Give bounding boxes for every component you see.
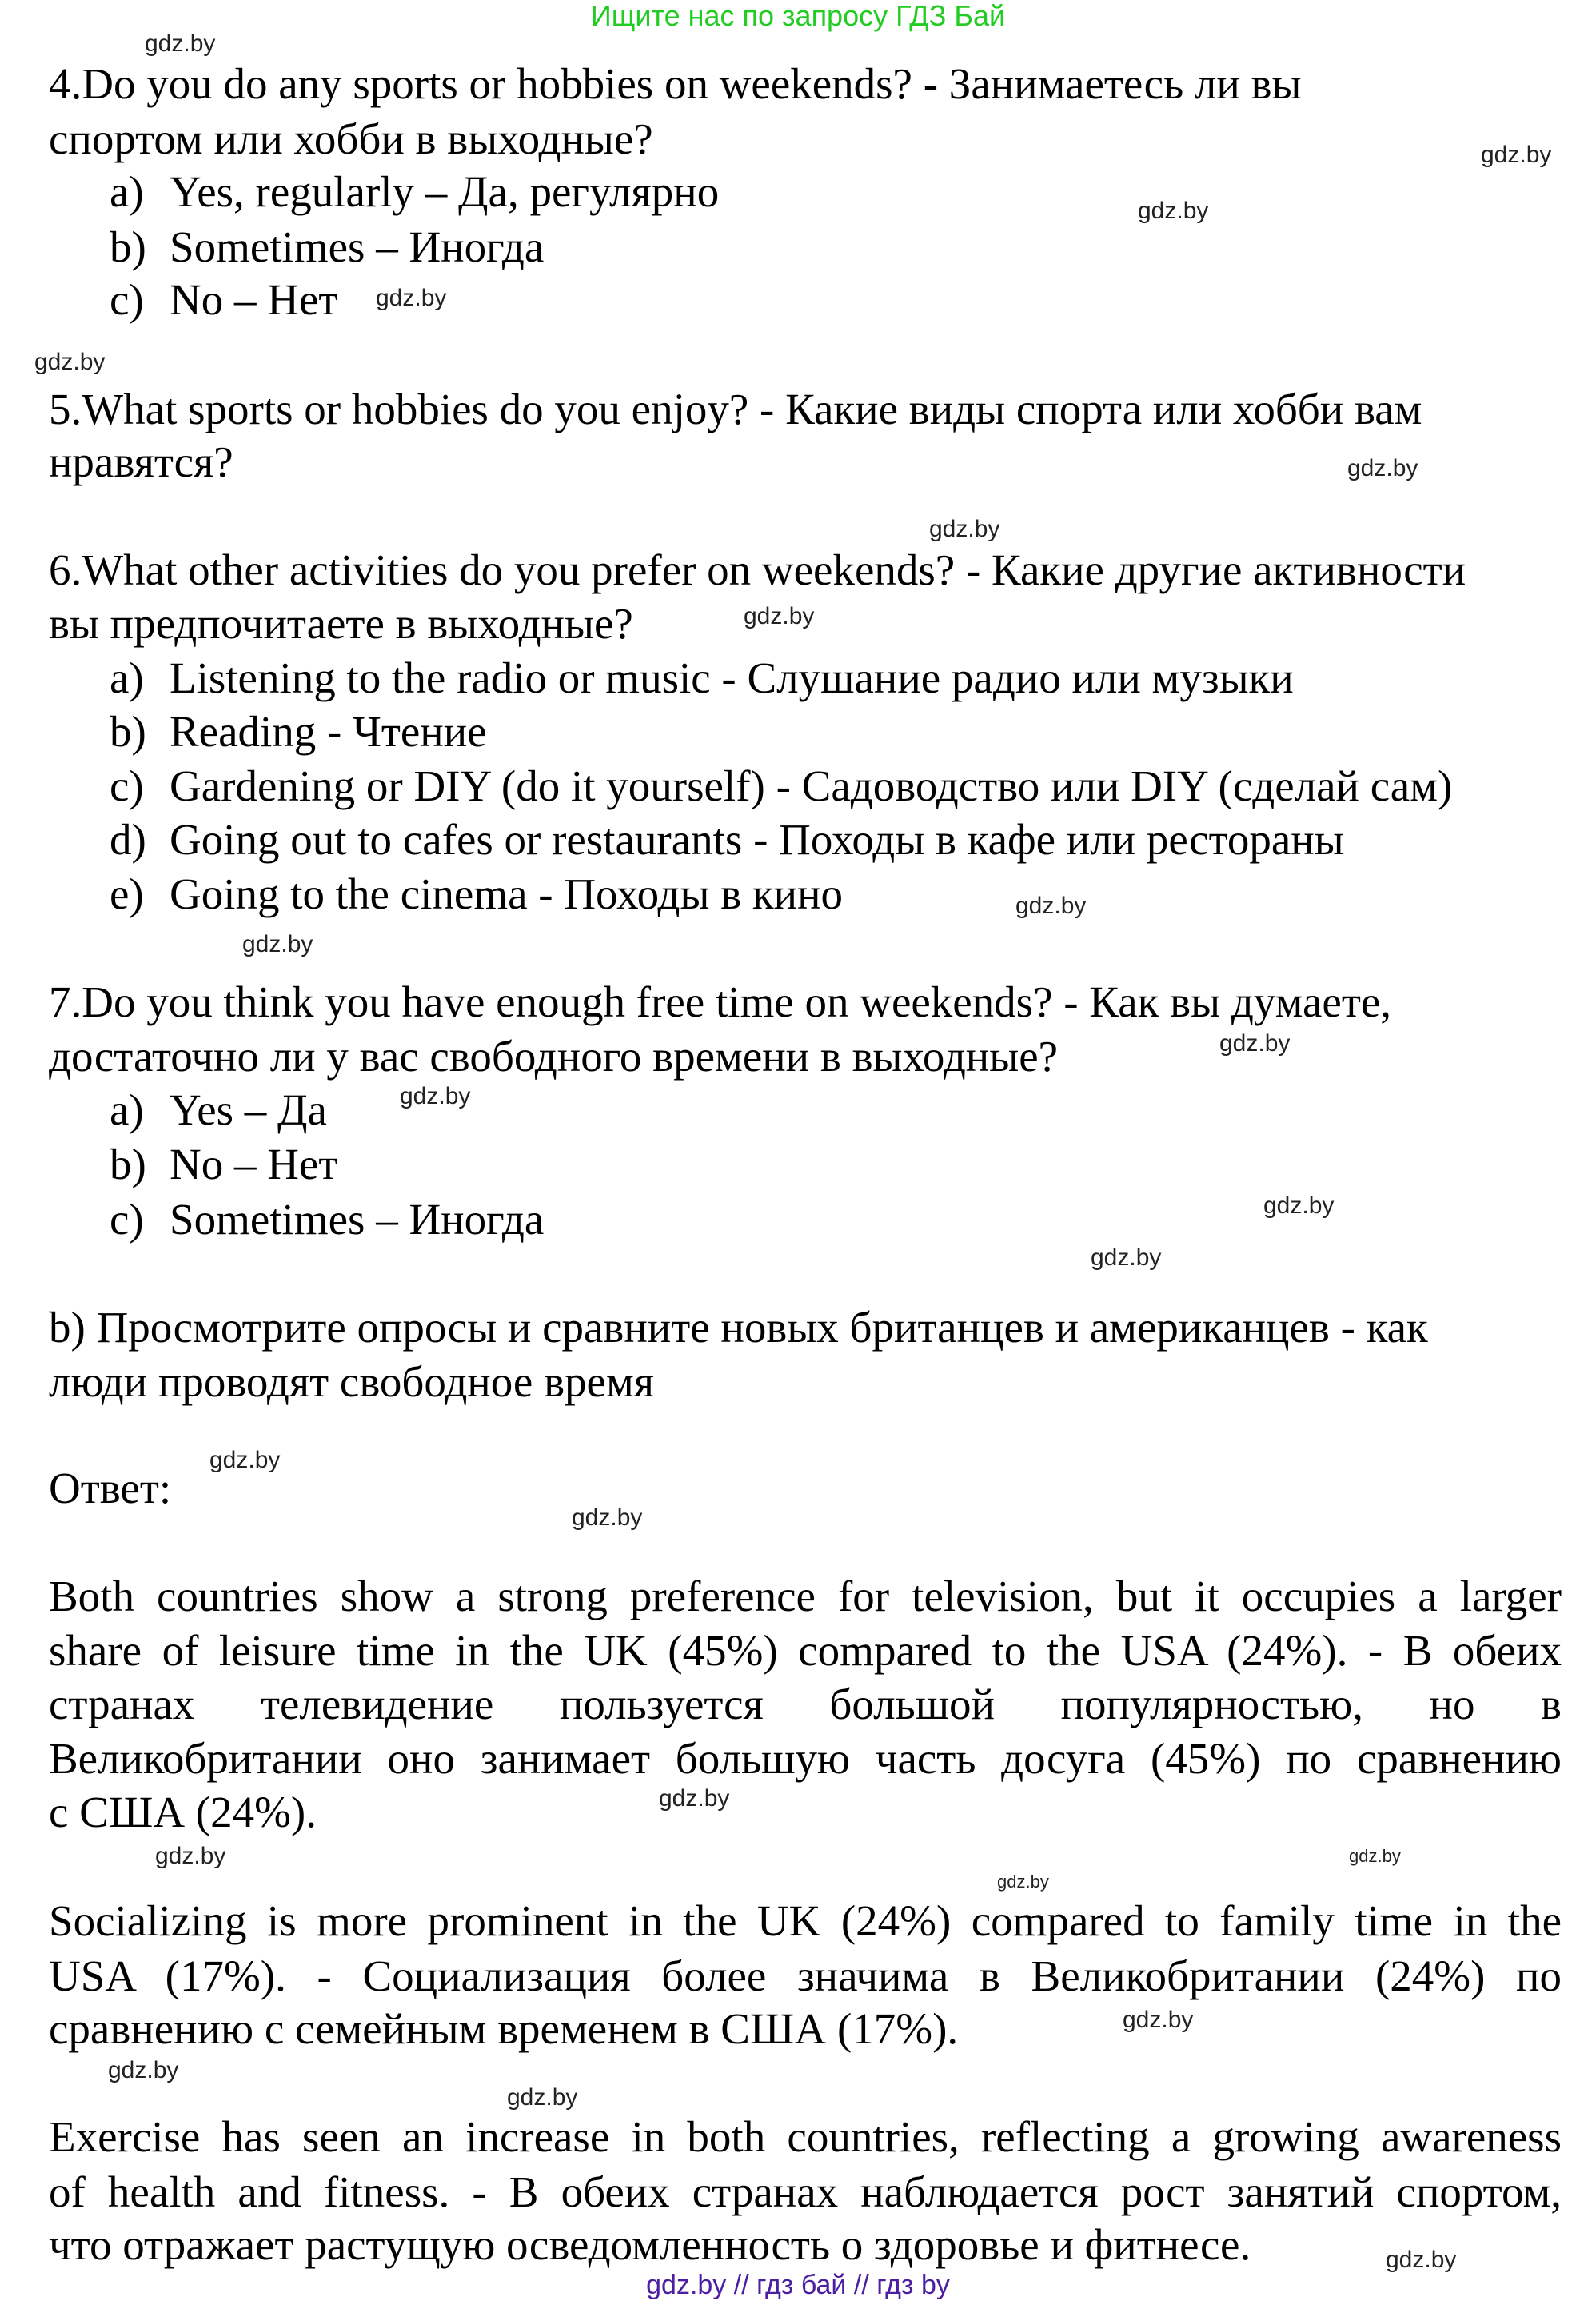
option-text: No – Нет <box>170 1140 338 1188</box>
answer-label: Ответ: <box>49 1464 172 1512</box>
question-6-option-e <box>110 870 843 918</box>
question-4-option-a <box>110 168 719 216</box>
paragraph-1-line: Великобритании оно занимает большую часть досуга (45%) по сравнению <box>49 1734 1562 1783</box>
paragraph-3-line: Exercise has seen an increase in both countries, reflecting a growing awareness <box>49 2112 1562 2161</box>
watermark: gdz.by <box>400 1083 471 1109</box>
option-marker: d) <box>110 815 146 864</box>
option-marker: b) <box>110 222 146 271</box>
option-marker: a) <box>110 167 144 216</box>
option-text: Going to the cinema - Походы в кино <box>170 869 843 918</box>
watermark: gdz.by <box>1091 1244 1162 1271</box>
paragraph-2-line: USA (17%). - Социализация более значима в Великобритании (24%) по <box>49 1951 1562 2000</box>
watermark: gdz.by <box>1349 1846 1401 1866</box>
paragraph-2-line: Socializing is more prominent in the UK (24%) compared to family time in the <box>49 1896 1562 1945</box>
question-7-option-a <box>110 1086 327 1134</box>
watermark: gdz.by <box>1123 2007 1194 2033</box>
paragraph-3-line: of health and fitness. - В обеих странах наблюдается рост занятий спортом, <box>49 2167 1562 2216</box>
question-6-line-1: 6.What other activities do you prefer on weekends? - Какие другие активности <box>49 545 1466 594</box>
watermark: gdz.by <box>659 1785 730 1812</box>
watermark: gdz.by <box>929 516 1000 542</box>
option-text: No – Нет <box>170 275 338 324</box>
question-5-line-2: нравятся? <box>49 437 233 486</box>
site-banner: Ищите нас по запросу ГДЗ Бай <box>590 0 1006 32</box>
option-marker: e) <box>110 869 144 918</box>
question-6-option-d <box>110 816 1344 864</box>
watermark: gdz.by <box>242 931 313 957</box>
option-text: Yes, regularly – Да, регулярно <box>170 167 720 216</box>
question-6-line-2: вы предпочитаете в выходные? <box>49 599 633 648</box>
watermark: gdz.by <box>1481 142 1552 168</box>
watermark: gdz.by <box>1347 455 1418 481</box>
option-marker: c) <box>110 1195 144 1244</box>
option-marker: c) <box>110 275 144 324</box>
option-text: Sometimes – Иногда <box>170 1195 545 1244</box>
paragraph-1-line: Both countries show a strong preference for television, but it occupies a larger <box>49 1572 1562 1620</box>
option-text: Yes – Да <box>170 1085 327 1134</box>
watermark: gdz.by <box>1138 198 1209 224</box>
question-4-option-b <box>110 223 544 271</box>
option-marker: a) <box>110 653 144 702</box>
question-5-line-1: 5.What sports or hobbies do you enjoy? - Какие виды спорта или хобби вам <box>49 385 1422 433</box>
watermark: gdz.by <box>507 2084 578 2111</box>
task-b-line-2: люди проводят свободное время <box>49 1357 655 1406</box>
option-text: Going out to cafes or restaurants - Походы в кафе или рестораны <box>170 815 1344 864</box>
option-marker: a) <box>110 1085 144 1134</box>
footer-links: gdz.by // гдз бай // гдз by <box>646 2270 950 2300</box>
watermark: gdz.by <box>744 603 815 629</box>
watermark: gdz.by <box>1263 1192 1335 1219</box>
watermark: gdz.by <box>34 349 106 375</box>
paragraph-1-line: share of leisure time in the UK (45%) compared to the USA (24%). - В обеих <box>49 1626 1562 1675</box>
watermark: gdz.by <box>1219 1030 1291 1057</box>
question-6-option-c <box>110 762 1452 810</box>
option-marker: c) <box>110 761 144 810</box>
watermark: gdz.by <box>1386 2247 1457 2273</box>
question-4-option-c <box>110 276 337 324</box>
paragraph-1-line: странах телевидение пользуется большой популярностью, но в <box>49 1680 1562 1728</box>
paragraph-3-line: что отражает растущую осведомленность о здоровье и фитнесе. <box>49 2220 1251 2269</box>
option-text: Listening to the radio or music - Слушание радио или музыки <box>170 653 1294 702</box>
option-text: Reading - Чтение <box>170 707 487 756</box>
watermark: gdz.by <box>108 2057 179 2083</box>
paragraph-1-line: с США (24%). <box>49 1788 317 1836</box>
watermark: gdz.by <box>145 30 216 57</box>
question-4-line-1: 4.Do you do any sports or hobbies on weekends? - Занимаетесь ли вы <box>49 59 1302 108</box>
watermark: gdz.by <box>155 1843 226 1869</box>
watermark: gdz.by <box>376 285 447 311</box>
question-7-line-2: достаточно ли у вас свободного времени в выходные? <box>49 1032 1059 1081</box>
question-6-option-b <box>110 708 487 756</box>
watermark: gdz.by <box>1015 893 1087 919</box>
watermark: gdz.by <box>997 1872 1049 1892</box>
option-text: Sometimes – Иногда <box>170 222 545 271</box>
question-7-line-1: 7.Do you think you have enough free time on weekends? - Как вы думаете, <box>49 977 1392 1026</box>
question-6-option-a <box>110 654 1294 702</box>
watermark: gdz.by <box>209 1447 281 1473</box>
option-marker: b) <box>110 1140 146 1188</box>
paragraph-2-line: сравнению с семейным временем в США (17%). <box>49 2004 959 2053</box>
question-4-line-2: спортом или хобби в выходные? <box>49 114 653 163</box>
question-7-option-b <box>110 1141 337 1188</box>
question-7-option-c <box>110 1196 544 1244</box>
watermark: gdz.by <box>572 1504 643 1531</box>
task-b-line-1: b) Просмотрите опросы и сравните новых британцев и американцев - как <box>49 1303 1428 1352</box>
option-marker: b) <box>110 707 146 756</box>
option-text: Gardening or DIY (do it yourself) - Садоводство или DIY (сделай сам) <box>170 761 1453 810</box>
